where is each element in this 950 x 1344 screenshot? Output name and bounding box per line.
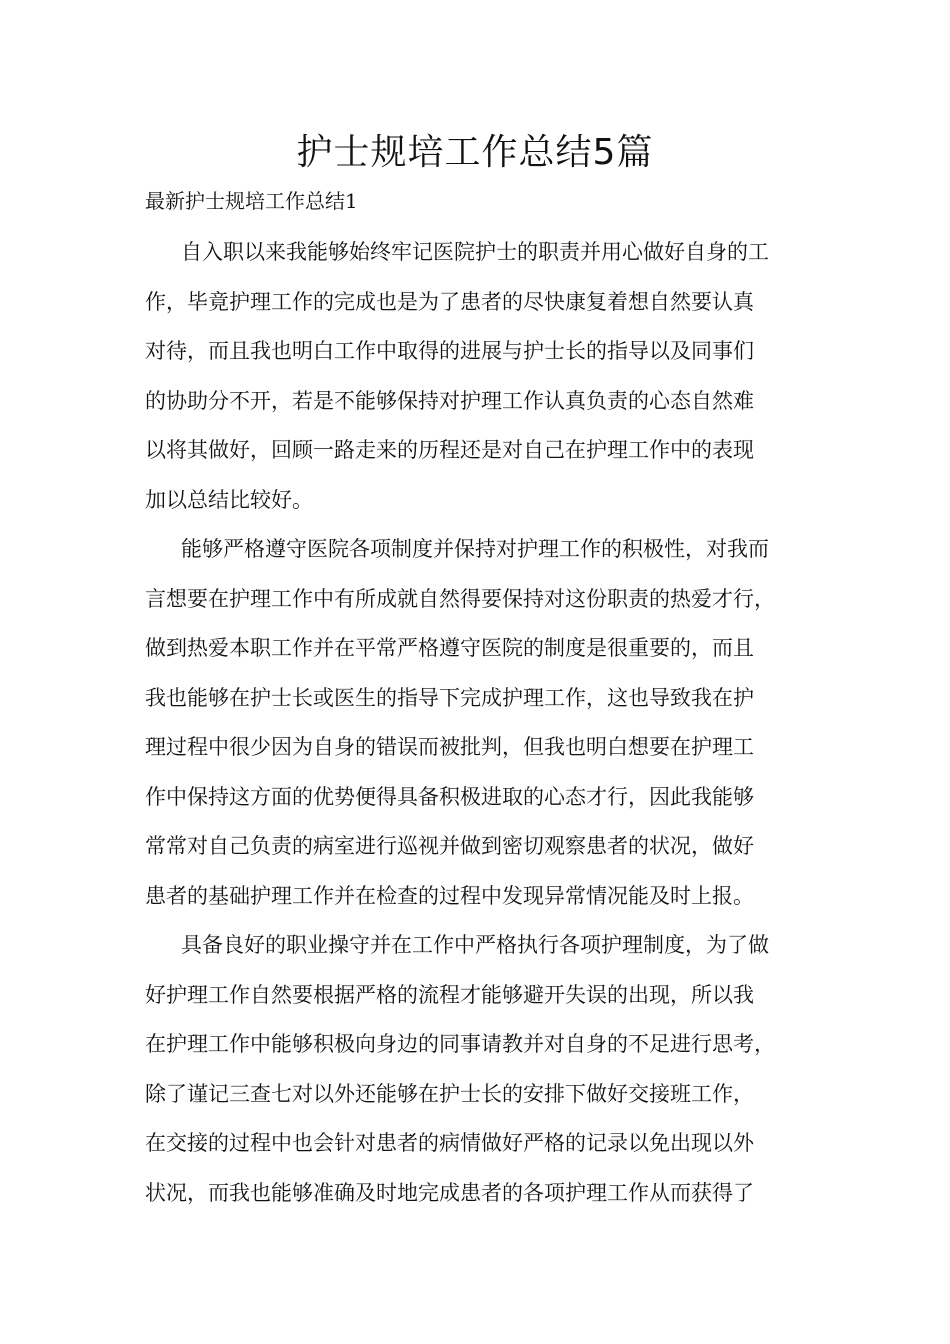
- paragraph-line: 好护理工作自然要根据严格的流程才能够避开失误的出现，所以我: [145, 982, 754, 1007]
- paragraph-line: 在交接的过程中也会针对患者的病情做好严格的记录以免出现以外: [145, 1131, 754, 1155]
- paragraph-line: 状况，而我也能够准确及时地完成患者的各项护理工作从而获得了: [145, 1180, 754, 1205]
- paragraph-line: 对待，而且我也明白工作中取得的进展与护士长的指导以及同事们: [145, 339, 754, 363]
- paragraph-line: 加以总结比较好。: [145, 487, 313, 512]
- paragraph-1: [145, 228, 835, 525]
- paragraph-line: 能够严格遵守医院各项制度并保持对护理工作的积极性，对我而: [181, 537, 769, 561]
- paragraph-line: 作，毕竟护理工作的完成也是为了患者的尽快康复着想自然要认真: [145, 289, 754, 314]
- paragraph-line: 患者的基础护理工作并在检查的过程中发现异常情况能及时上报。: [145, 883, 754, 908]
- section-heading: 最新护士规培工作总结1: [145, 189, 358, 213]
- paragraph-line: 具备良好的职业操守并在工作中严格执行各项护理制度，为了做: [181, 933, 769, 957]
- paragraph-3: [145, 921, 835, 1218]
- paragraph-line: 理过程中很少因为自身的错误而被批判，但我也明白想要在护理工: [145, 735, 754, 759]
- paragraph-line: 常常对自己负责的病室进行巡视并做到密切观察患者的状况，做好: [145, 834, 754, 858]
- paragraph-line: 的协助分不开，若是不能够保持对护理工作认真负责的心态自然难: [145, 388, 754, 413]
- paragraph-line: 作中保持这方面的优势便得具备积极进取的心态才行，因此我能够: [145, 784, 754, 809]
- document-title: 护士规培工作总结5篇: [296, 132, 654, 173]
- paragraph-line: 在护理工作中能够积极向身边的同事请教并对自身的不足进行思考，: [145, 1032, 775, 1056]
- paragraph-line: 以将其做好，回顾一路走来的历程还是对自己在护理工作中的表现: [145, 438, 754, 462]
- paragraph-line: 言想要在护理工作中有所成就自然得要保持对这份职责的热爱才行，: [145, 586, 775, 611]
- paragraph-2: [145, 525, 835, 921]
- paragraph-line: 自入职以来我能够始终牢记医院护士的职责并用心做好自身的工: [181, 240, 769, 264]
- paragraph-line: 做到热爱本职工作并在平常严格遵守医院的制度是很重要的，而且: [145, 636, 754, 660]
- paragraph-line: 除了谨记三查七对以外还能够在护士长的安排下做好交接班工作，: [145, 1081, 754, 1106]
- paragraph-line: 我也能够在护士长或医生的指导下完成护理工作，这也导致我在护: [145, 685, 754, 710]
